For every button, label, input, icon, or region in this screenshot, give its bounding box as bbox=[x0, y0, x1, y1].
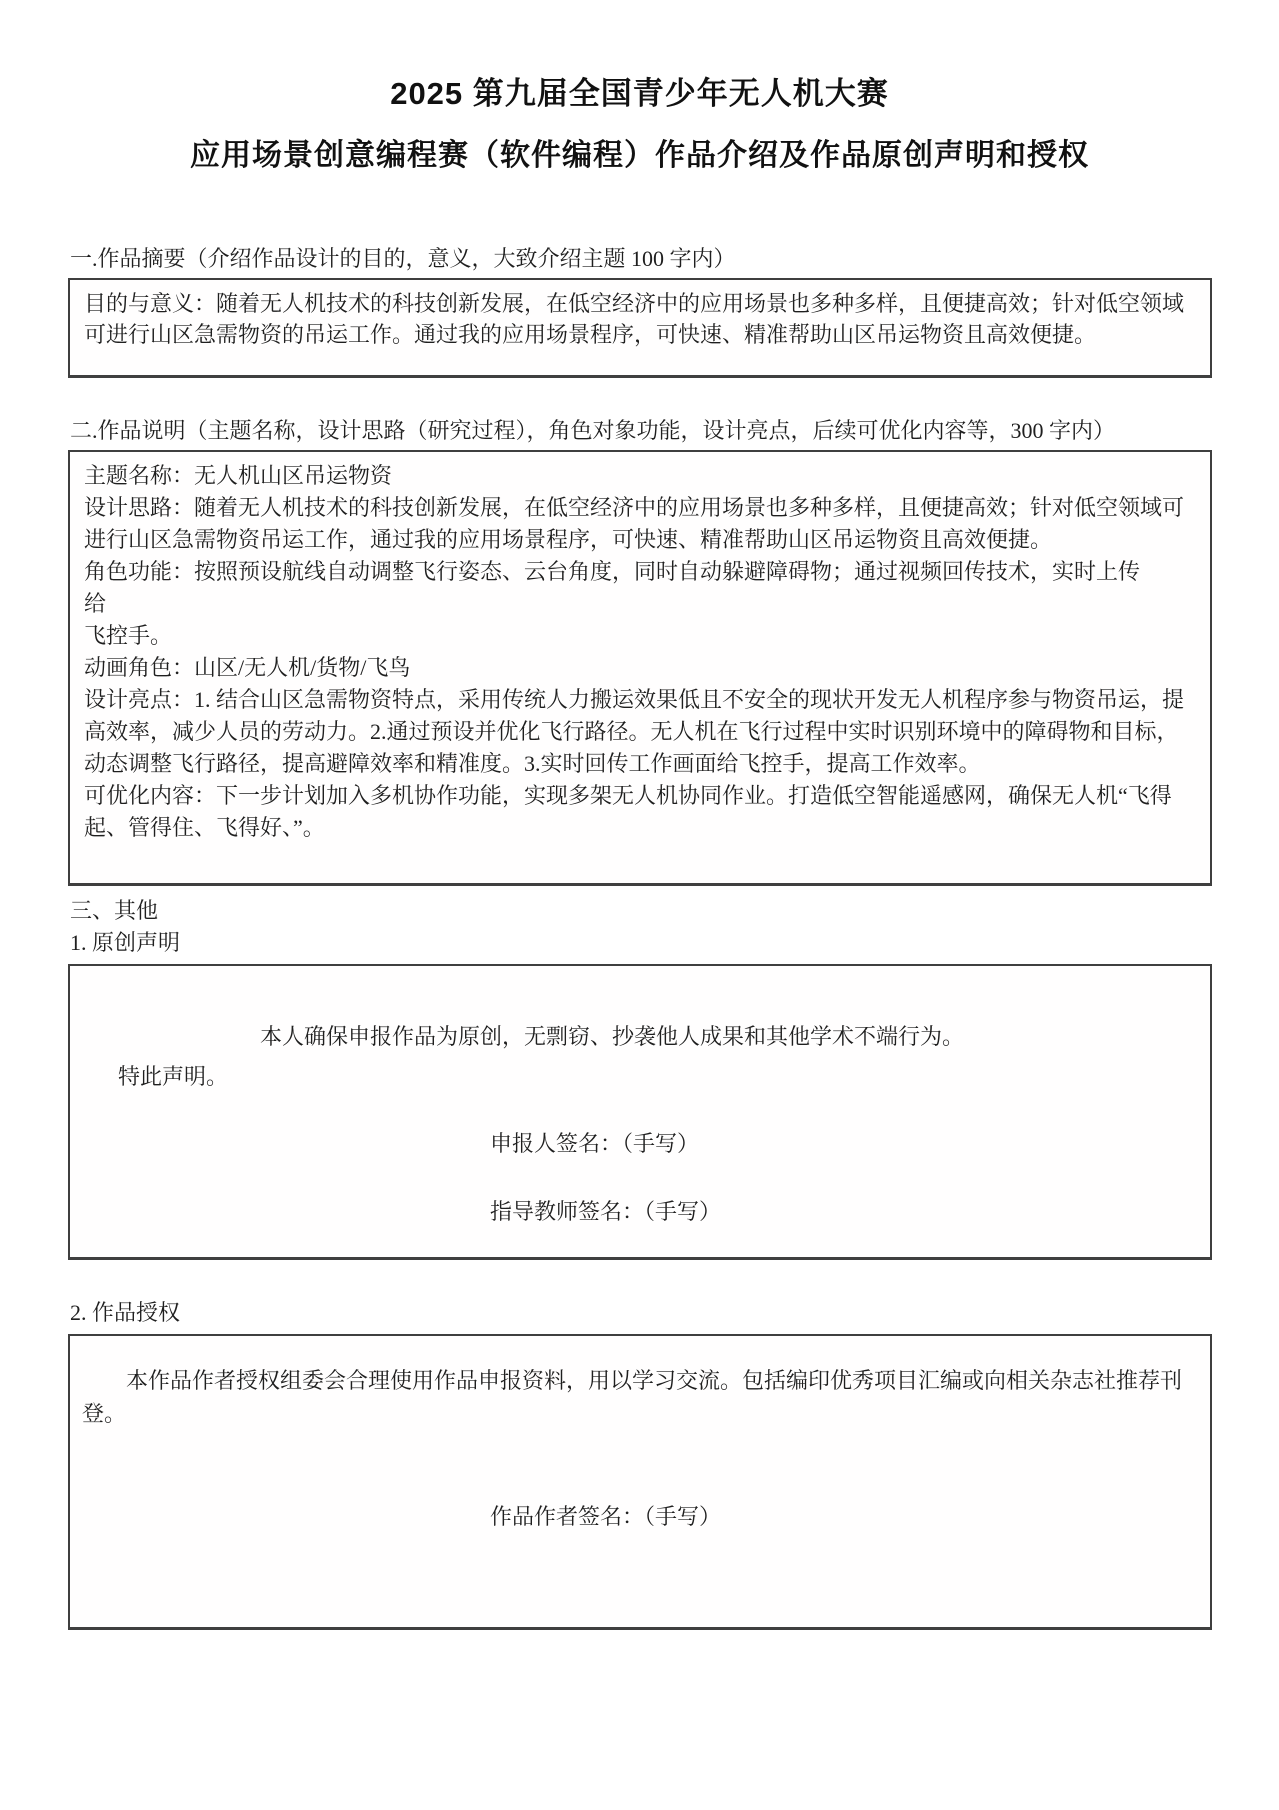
applicant-signature-line: 申报人签名：（手写） bbox=[490, 1131, 700, 1156]
declaration-hereby-text: 特此声明。 bbox=[118, 1064, 229, 1089]
declaration-text: 本人确保申报作品为原创，无剽窃、抄袭他人成果和其他学术不端行为。 bbox=[260, 1024, 965, 1049]
description-line-roles-3: 飞控手。 bbox=[84, 623, 173, 648]
summary-text: 目的与意义：随着无人机技术的科技创新发展，在低空经济中的应用场景也多种多样，且便捷高效；针对低空领域可进行山区急需物资的吊运工作。通过我的应用场景程序，可快速、精准帮助山区吊运物资且高效便捷。 bbox=[84, 291, 1185, 347]
section1-heading: 一.作品摘要（介绍作品设计的目的，意义，大致介绍主题 100 字内） bbox=[70, 246, 736, 271]
originality-label: 1. 原创声明 bbox=[70, 930, 181, 955]
declaration-box bbox=[68, 964, 1212, 1260]
description-line-roles: 角色功能：按照预设航线自动调整飞行姿态、云台角度，同时自动躲避障碍物；通过视频回传技术，实时上传 bbox=[84, 559, 1141, 584]
description-line-highlights: 设计亮点：1. 结合山区急需物资特点，采用传统人力搬运效果低且不安全的现状开发无人机程序参与物资吊运，提高效率，减少人员的劳动力。2.通过预设并优化飞行路径。无人机在飞行过程中实时识别环境中的障碍物和目标，动态调整飞行路径，提高避障效率和精准度。3.实时回传工作画面给飞控手，提高工作效率。 bbox=[84, 687, 1185, 776]
description-line-characters: 动画角色：山区/无人机/货物/飞鸟 bbox=[84, 655, 411, 680]
description-line-idea: 设计思路：随着无人机技术的科技创新发展，在低空经济中的应用场景也多种多样，且便捷高效；针对低空领域可进行山区急需物资吊运工作，通过我的应用场景程序，可快速、精准帮助山区吊运物资且高效便捷。 bbox=[84, 495, 1185, 552]
section2-heading: 二.作品说明（主题名称，设计思路（研究过程），角色对象功能，设计亮点，后续可优化内容等，300 字内） bbox=[70, 418, 1116, 443]
author-signature-line: 作品作者签名：（手写） bbox=[490, 1504, 722, 1529]
description-line-future: 可优化内容：下一步计划加入多机协作功能，实现多架无人机协同作业。打造低空智能遥感网，确保无人机“飞得起、管得住、飞得好、”。 bbox=[84, 783, 1172, 840]
description-line-topic: 主题名称：无人机山区吊运物资 bbox=[84, 463, 393, 488]
section3-heading: 三、其他 bbox=[70, 898, 159, 923]
page-subtitle: 应用场景创意编程赛（软件编程）作品介绍及作品原创声明和授权 bbox=[190, 139, 1089, 172]
description-box bbox=[68, 450, 1212, 886]
teacher-signature-line: 指导教师签名：（手写） bbox=[490, 1199, 722, 1224]
page-title: 2025 第九届全国青少年无人机大赛 bbox=[390, 76, 889, 111]
authorization-label: 2. 作品授权 bbox=[70, 1300, 181, 1325]
authorization-text: 本作品作者授权组委会合理使用作品申报资料，用以学习交流。包括编印优秀项目汇编或向相关杂志社推荐刊登。 bbox=[82, 1368, 1183, 1426]
description-line-roles-2: 给 bbox=[84, 591, 107, 616]
summary-box bbox=[68, 278, 1212, 378]
authorization-box bbox=[68, 1334, 1212, 1630]
